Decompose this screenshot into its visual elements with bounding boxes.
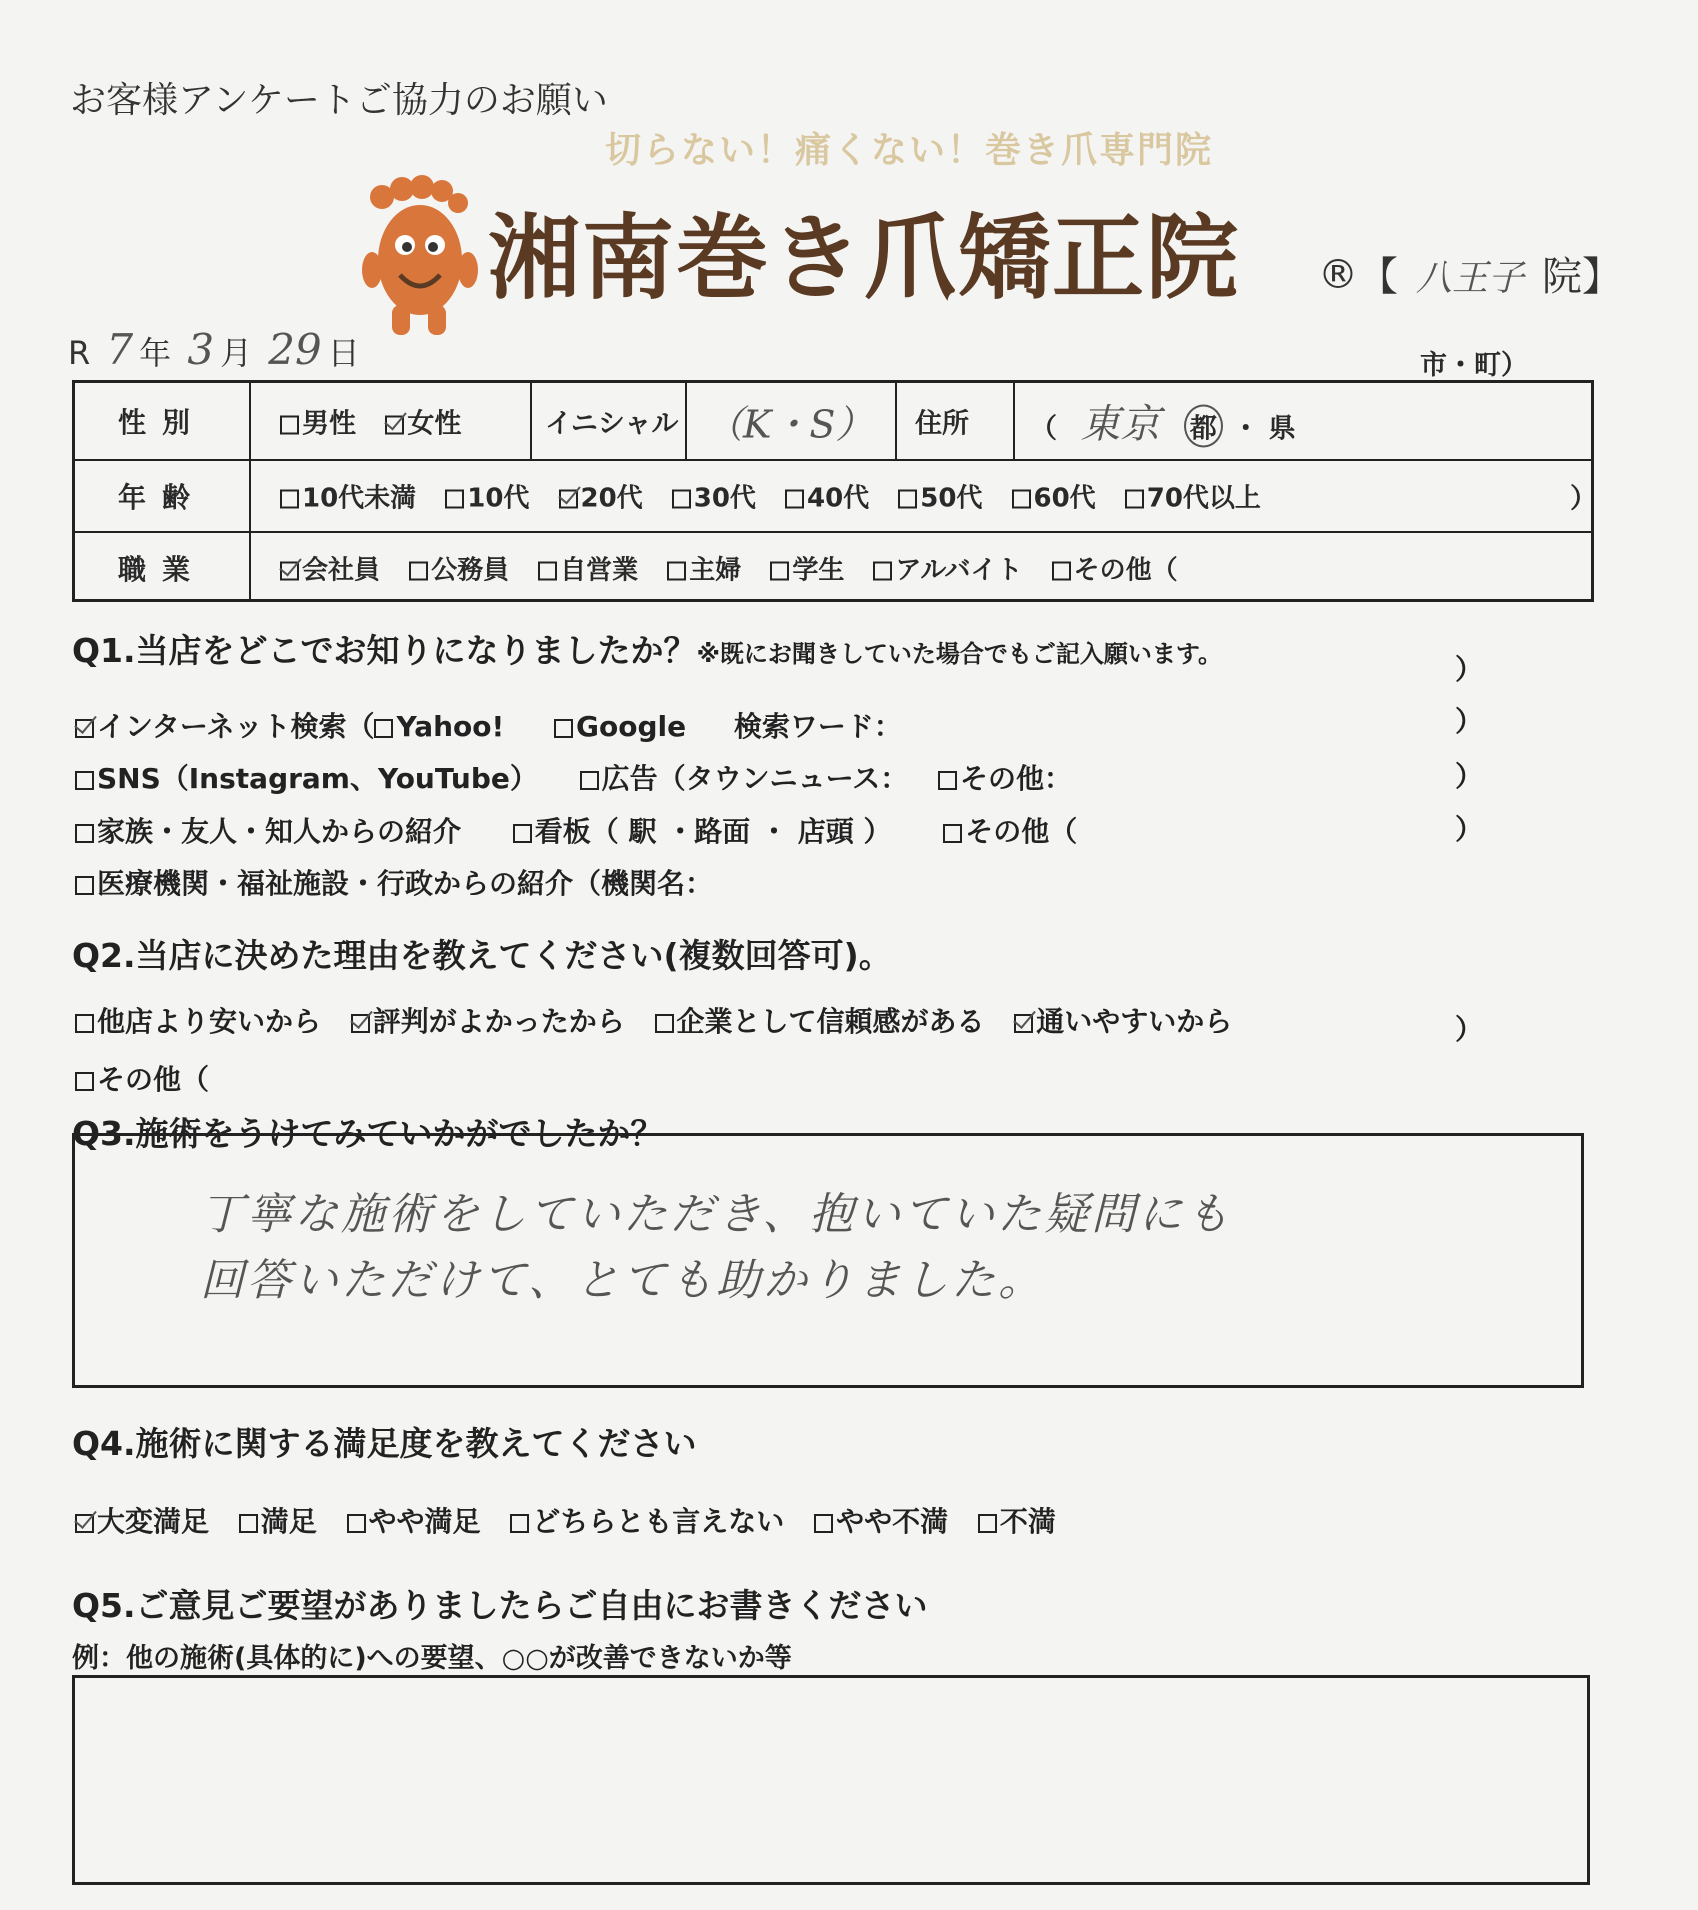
branch-handwritten: 八王子: [1416, 258, 1525, 299]
q4-option[interactable]: やや満足: [347, 1505, 481, 1538]
divider: [530, 383, 532, 459]
checkbox[interactable]: [554, 719, 573, 738]
checkbox[interactable]: [898, 490, 917, 509]
q4-heading: Q4.施術に関する満足度を教えてください: [72, 1424, 697, 1463]
checkbox[interactable]: [75, 719, 94, 738]
date-era: R: [68, 334, 91, 372]
checkbox[interactable]: [559, 490, 578, 509]
foot-mascot-icon: [360, 175, 480, 340]
q4-option[interactable]: 不満: [978, 1505, 1056, 1538]
age-option[interactable]: 10代未満: [280, 484, 416, 514]
checkbox[interactable]: [978, 1514, 997, 1533]
clinic-name: 湘南巻き爪矯正院: [488, 204, 1241, 312]
checkbox[interactable]: [445, 490, 464, 509]
q2-other-close: ）: [1455, 1013, 1484, 1046]
q2-options: [75, 1000, 1252, 1040]
q1-line1-close: ）: [1455, 653, 1484, 686]
gender-option-male[interactable]: 男性: [280, 409, 356, 440]
age-option[interactable]: 70代以上: [1125, 484, 1261, 514]
checkbox[interactable]: [655, 1014, 674, 1033]
checkbox[interactable]: [1125, 490, 1144, 509]
q5-answer-box[interactable]: [72, 1675, 1590, 1885]
date-month-label: 月: [220, 334, 253, 372]
age-option[interactable]: 30代: [672, 484, 756, 514]
date-year-label: 年: [139, 334, 172, 372]
gender-label: 性別: [75, 383, 251, 459]
occupation-option[interactable]: 会社員: [280, 555, 380, 585]
q1-option-internet[interactable]: インターネット検索（: [75, 710, 374, 743]
initial-value[interactable]: （K・S）: [705, 402, 874, 447]
occupation-label: 職業: [75, 533, 251, 602]
q1-line4-close: ）: [1455, 813, 1484, 846]
q2-option[interactable]: 企業として信頼感がある: [655, 1005, 985, 1038]
checkbox[interactable]: [513, 824, 532, 843]
clinic-tagline: 切らない！痛くない！巻き爪専門院: [605, 130, 1214, 171]
divider: [685, 383, 687, 459]
q1-note: ※既にお聞きしていた場合でもご記入願います。: [696, 640, 1222, 668]
age-option[interactable]: 20代: [559, 484, 643, 514]
checkbox[interactable]: [1012, 490, 1031, 509]
q1-line2-close: ）: [1455, 705, 1484, 738]
age-row-close: ）: [1570, 483, 1597, 515]
q1-option-referral[interactable]: 家族・友人・知人からの紹介: [75, 815, 461, 848]
age-option[interactable]: 50代: [898, 484, 982, 514]
registered-mark: ®: [1318, 252, 1358, 298]
checkbox[interactable]: [374, 719, 393, 738]
address-ken: 県: [1268, 413, 1296, 445]
age-option[interactable]: 40代: [785, 484, 869, 514]
checkbox[interactable]: [672, 490, 691, 509]
gender-options: [280, 402, 481, 441]
q1-line3-close: ）: [1455, 760, 1484, 793]
branch-name: [1358, 245, 1622, 302]
checkbox[interactable]: [409, 561, 428, 580]
checkbox[interactable]: [75, 1514, 94, 1533]
checkbox[interactable]: [385, 416, 404, 435]
address-label: 住所: [915, 408, 969, 440]
occupation-option[interactable]: 主婦: [667, 555, 741, 585]
occupation-option[interactable]: 学生: [770, 555, 844, 585]
q2-option-other[interactable]: その他（: [75, 1058, 209, 1098]
q4-option[interactable]: 大変満足: [75, 1505, 209, 1538]
address-to: 都: [1184, 405, 1223, 448]
checkbox[interactable]: [280, 490, 299, 509]
checkbox[interactable]: [510, 1514, 529, 1533]
branch-open-bracket: 【: [1358, 254, 1398, 300]
q2-option[interactable]: 通いやすいから: [1014, 1005, 1232, 1038]
q4-option[interactable]: 満足: [239, 1505, 317, 1538]
branch-suffix: 院】: [1542, 254, 1623, 300]
checkbox[interactable]: [1014, 1014, 1033, 1033]
checkbox[interactable]: [75, 771, 94, 790]
q1-line4: [75, 862, 713, 902]
age-option[interactable]: 10代: [445, 484, 529, 514]
checkbox[interactable]: [538, 561, 557, 580]
date-day[interactable]: 29: [268, 325, 322, 374]
q3-answer-line1: 丁寧な施術をしていただき、抱いていた疑問にも: [200, 1189, 1233, 1240]
customer-info-table: [72, 350, 1597, 602]
checkbox[interactable]: [75, 876, 94, 895]
gender-row: [75, 350, 1591, 461]
occupation-options: [280, 549, 1198, 586]
q1-heading: Q1.当店をどこでお知りになりましたか？: [72, 631, 697, 670]
q1-option-ad[interactable]: 広告（タウンニュース：: [580, 762, 909, 795]
checkbox[interactable]: [814, 1514, 833, 1533]
checkbox[interactable]: [770, 561, 789, 580]
address-open: （: [1030, 413, 1057, 445]
q2-option[interactable]: 評判がよかったから: [351, 1005, 625, 1038]
checkbox[interactable]: [873, 561, 892, 580]
q3-heading: Q3.施術をうけてみていかがでしたか？: [72, 1114, 664, 1153]
occupation-option[interactable]: アルバイト: [873, 555, 1022, 585]
q1-line1: [75, 705, 902, 745]
q5-example: 例：他の施術(具体的に)への要望、○○が改善できないか等: [72, 1643, 792, 1674]
occupation-option[interactable]: 自営業: [538, 555, 638, 585]
q3-answer-line2: 回答いただけて、とても助かりました。: [200, 1255, 1046, 1306]
checkbox[interactable]: [1052, 561, 1071, 580]
gender-option-female[interactable]: 女性: [385, 409, 461, 440]
date-month[interactable]: 3: [187, 325, 215, 374]
checkbox[interactable]: [351, 1014, 370, 1033]
address-sep: ・: [1232, 413, 1260, 445]
q4-option[interactable]: やや不満: [814, 1505, 948, 1538]
q1-option-yahoo[interactable]: Yahoo!: [374, 710, 504, 743]
q4-options: [75, 1500, 1076, 1540]
q1-option-sns[interactable]: SNS（Instagram、YouTube）: [75, 762, 538, 795]
q1-option-signboard[interactable]: 看板（ 駅 ・路面 ・ 店頭 ）: [513, 815, 892, 848]
checkbox[interactable]: [943, 824, 962, 843]
q2-heading: Q2.当店に決めた理由を教えてください(複数回答可)。: [72, 936, 892, 975]
initial-label: イニシャル: [545, 408, 679, 440]
checkbox[interactable]: [580, 771, 599, 790]
q4-option[interactable]: どちらとも言えない: [510, 1505, 784, 1538]
checkbox[interactable]: [938, 771, 957, 790]
address-field[interactable]: [1030, 393, 1296, 450]
divider: [895, 383, 897, 459]
occupation-row: [75, 533, 1591, 602]
q1-option-google[interactable]: Google: [554, 710, 686, 743]
q3-answer-box[interactable]: [72, 1133, 1584, 1388]
q1-option-other-ad[interactable]: その他：: [938, 762, 1072, 795]
q2-option[interactable]: 他店より安いから: [75, 1005, 321, 1038]
checkbox[interactable]: [347, 1514, 366, 1533]
checkbox[interactable]: [239, 1514, 258, 1533]
q1-line2: [75, 757, 1092, 797]
divider: [1013, 383, 1015, 459]
date-line: [68, 325, 360, 374]
date-year[interactable]: 7: [106, 325, 134, 374]
occupation-option-other[interactable]: その他（: [1052, 555, 1178, 585]
checkbox[interactable]: [280, 561, 299, 580]
checkbox[interactable]: [75, 1014, 94, 1033]
address-value[interactable]: 東京: [1080, 401, 1161, 448]
q1-heading-line: [72, 625, 1222, 672]
checkbox[interactable]: [75, 824, 94, 843]
age-option[interactable]: 60代: [1012, 484, 1096, 514]
age-row: [75, 461, 1597, 533]
q1-option-other[interactable]: その他（: [943, 815, 1077, 848]
age-label: 年齢: [75, 461, 251, 531]
age-options: [280, 478, 1281, 515]
q1-search-word-label: 検索ワード：: [733, 710, 902, 743]
date-day-label: 日: [327, 334, 360, 372]
checkbox[interactable]: [667, 561, 686, 580]
survey-title: お客様アンケートご協力のお願い: [70, 80, 608, 121]
q1-option-medical[interactable]: 医療機関・福祉施設・行政からの紹介（機関名：: [75, 867, 713, 900]
q1-line3: [75, 810, 1097, 850]
q5-heading: Q5.ご意見ご要望がありましたらご自由にお書きください: [72, 1586, 928, 1625]
occupation-option[interactable]: 公務員: [409, 555, 509, 585]
address-shi-cho: 市・町）: [1420, 350, 1528, 381]
checkbox[interactable]: [280, 416, 299, 435]
checkbox[interactable]: [75, 1072, 94, 1091]
checkbox[interactable]: [785, 490, 804, 509]
